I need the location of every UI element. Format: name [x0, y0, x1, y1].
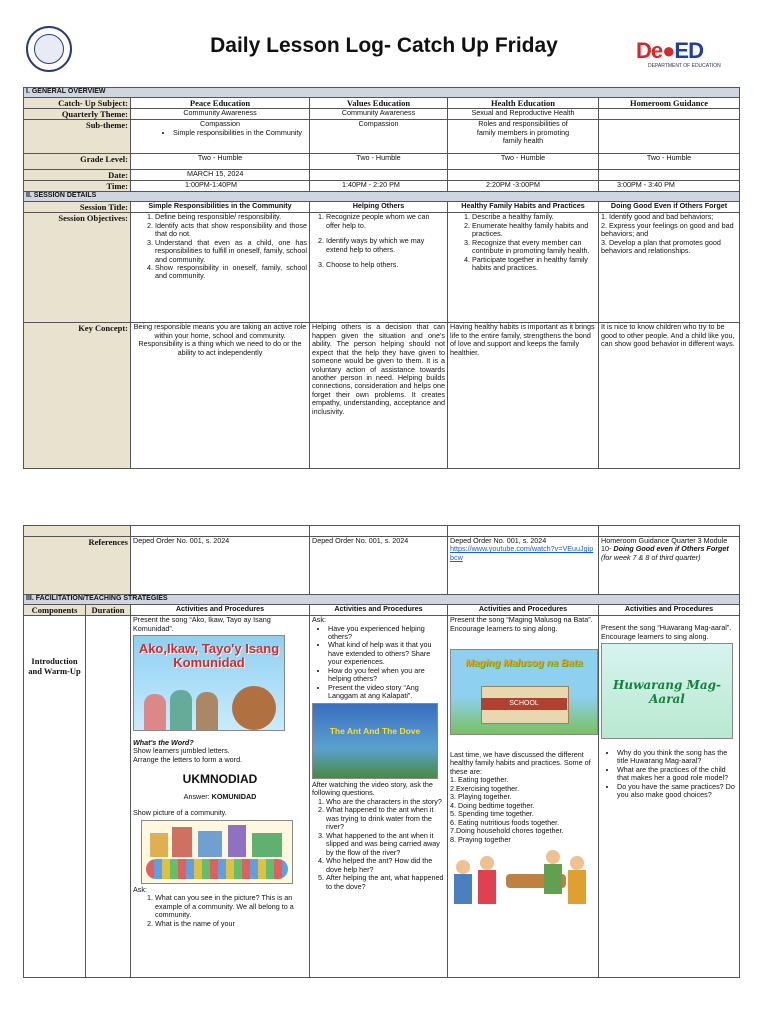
time-peace: 1:00PM-1:40PM: [131, 181, 310, 192]
question-item: 1. Who are the characters in the story?: [326, 798, 445, 806]
objective-item: 1. Define being responsible/ responsibility.: [155, 213, 307, 221]
theme-homeroom: [599, 109, 740, 120]
col-activities-health: Activities and Procedures: [448, 605, 599, 616]
label-objectives: Session Objectives:: [24, 213, 131, 323]
title-homeroom: Doing Good Even if Others Forget: [599, 202, 740, 213]
theme-peace: Community Awareness: [131, 109, 310, 120]
subject-peace: Peace Education: [131, 98, 310, 109]
activities-homeroom: Present the song “Huwarang Mag-aaral”. Encourage learners to sing along. Huwarang Mag-Aaral • Why do you think the song has the title Huwarang Mag-aaral? • What are the practices of the child that makes her a good role model? • Do you have the same practices? Do you also make good choices?: [599, 616, 740, 978]
habit-item: 7.Doing household chores together.: [450, 826, 564, 836]
objective-item: 3. Choose to help others.: [326, 261, 445, 269]
question-item: 5. After helping the ant, what happened to the dove?: [326, 874, 445, 891]
song-image-malusog: Maging Malusog na Bata SCHOOL: [450, 649, 598, 735]
label-subject: Catch- Up Subject:: [24, 98, 131, 109]
habit-item: 1. Eating together.: [450, 775, 509, 785]
theme-health: Sexual and Reproductive Health: [448, 109, 599, 120]
deped-logo-subtext: DEPARTMENT OF EDUCATION: [648, 63, 721, 69]
concept-homeroom: It is nice to know children who try to be good to other people. And a child like you, can show good behavior in different ways.: [599, 323, 740, 469]
subtheme-peace: Compassion • Simple responsibilities in the Community: [131, 120, 310, 154]
label-subtheme: Sub-theme:: [24, 120, 131, 154]
habit-item: 6. Eating nutritious foods together.: [450, 817, 560, 827]
subtheme-homeroom: [599, 120, 740, 154]
lesson-log-table-2: [23, 525, 740, 978]
song-image-huwarang: Huwarang Mag-Aaral: [601, 643, 733, 739]
objective-item: 4. Show responsibility in oneself, family, school and community.: [155, 264, 307, 281]
concept-health: Having healthy habits is important as it brings life to the entire family, strengthens the bond of love and support and keeps the family healthier.: [448, 323, 599, 469]
date-value: MARCH 15, 2024: [131, 170, 310, 181]
grade-homeroom: Two - Humble: [599, 154, 740, 170]
grade-values: Two - Humble: [310, 154, 448, 170]
col-duration: Duration: [86, 605, 131, 616]
habit-item: 4. Doing bedtime together.: [450, 800, 535, 810]
component-intro: Introduction and Warm-Up: [24, 616, 86, 978]
col-activities-homeroom: Activities and Procedures: [599, 605, 740, 616]
grade-peace: Two - Humble: [131, 154, 310, 170]
label-date: Date:: [24, 170, 131, 181]
objective-item: 4. Participate together in healthy family habits and practices.: [472, 256, 596, 273]
question-item: • Why do you think the song has the title Huwarang Mag-aaral?: [617, 749, 737, 766]
objectives-values: [310, 213, 448, 323]
label-time: Time:: [24, 181, 131, 192]
youtube-link[interactable]: https://www.youtube.com/watch?v=VEuuJgipbcw: [450, 544, 594, 562]
habit-item: 3. Playing together.: [450, 792, 512, 802]
activities-peace: Present the song “Ako, Ikaw, Tayo ay Isang Komunidad”. Ako,Ikaw, Tayo'y Isang Komunidad What's the Word? Show learners jumbled letters. Arrange the letters to form a word. UKMNODIAD Answer: KOMUNIDAD Show picture of a community. Ask: 1. What can you see in the picture? This is an example of a community. We all belong to a community. 2. What is the name of your: [131, 616, 310, 978]
ref-homeroom: Homeroom Guidance Quarter 3 Module 10- Doing Good even if Others Forget (for week 7 & 8 of third quarter): [599, 537, 740, 595]
title-health: Healthy Family Habits and Practices: [448, 202, 599, 213]
activities-values: Ask: • Have you experienced helping others? • What kind of help was it that you have extended to others? Share your experiences. • How do you feel when you are helping others? • Present the video story “Ang Langgam at ang Kalapati”. The Ant And The Dove After watching the video story, ask the following questions. 1. Who are the characters in the story? 2. What happened to the ant when it was trying to drink water from the river? 3. What happened to the ant when it slipped and was being carried away by the flow of the river? 4. Who helped the ant? How did the dove help her? 5. After helping the ant, what happened to the dove?: [310, 616, 448, 978]
theme-values: Community Awareness: [310, 109, 448, 120]
lesson-log-table-1: [23, 87, 740, 469]
deped-logo: De●ED: [636, 38, 703, 63]
community-image: [141, 820, 293, 884]
family-image: [450, 846, 596, 908]
section-session-details: II. SESSION DETAILS: [24, 192, 740, 202]
objective-item: 3. Understand that even as a child, one has responsibilities to fulfill in oneself, family, school and community.: [155, 239, 307, 264]
time-health: 2:20PM -3:00PM: [448, 181, 599, 192]
question-item: • Present the video story “Ang Langgam at ang Kalapati”.: [328, 684, 445, 701]
objective-item: 1. Describe a healthy family.: [472, 213, 596, 221]
ref-peace: Deped Order No. 001, s. 2024: [131, 537, 310, 595]
objective-item: 2. Identify acts that show responsibility and those that do not.: [155, 222, 307, 239]
grade-health: Two - Humble: [448, 154, 599, 170]
objectives-peace: [131, 213, 310, 323]
song-image-komunidad: Ako,Ikaw, Tayo'y Isang Komunidad: [133, 635, 285, 731]
col-activities-values: Activities and Procedures: [310, 605, 448, 616]
question-item: 2. What happened to the ant when it was trying to drink water from the river?: [326, 806, 445, 831]
habit-item: 8. Praying together: [450, 834, 511, 844]
section-strategies: III. FACILITATION/TEACHING STRATEGIES: [24, 595, 740, 605]
section-general-overview: I. GENERAL OVERVIEW: [24, 88, 740, 98]
question-item: • How do you feel when you are helping others?: [328, 667, 445, 684]
question-item: 1. What can you see in the picture? This is an example of a community. We all belong to a community.: [155, 894, 307, 919]
concept-values: Helping others is a decision that can happen given the situation and one's ability. The person helping should not expect that the help they have given to someone would be given to them. It is a voluntary action of assistance towards another person in need. Helping builds connections, consideration and helps one forget their own problems. It creates empathy, understanding, acceptance and inclusivity.: [310, 323, 448, 469]
col-activities-peace: Activities and Procedures: [131, 605, 310, 616]
col-components: Components: [24, 605, 86, 616]
habit-item: 5. Spending time together.: [450, 809, 534, 819]
objective-item: 2. Identify ways by which we may extend help to others.: [326, 237, 445, 254]
time-values: 1:40PM - 2:20 PM: [310, 181, 448, 192]
question-item: • What are the practices of the child that makes her a good role model?: [617, 766, 737, 783]
subtheme-health: Roles and responsibilities of family members in promoting family health: [448, 120, 599, 154]
habit-item: 2.Exercising together.: [450, 783, 520, 793]
label-references: References: [24, 537, 131, 595]
ref-health: Deped Order No. 001, s. 2024 https://www.youtube.com/watch?v=VEuuJgipbcw: [448, 537, 599, 595]
objective-item: 3. Recognize that every member can contribute in promoting family health.: [472, 239, 596, 256]
activities-health: Present the song “Maging Malusog na Bata”. Encourage learners to sing along. Maging Malusog na Bata SCHOOL Last time, we have discussed the different healthy family habits and practices. Some of these are: 1. Eating together. 2.Exercising together. 3. Playing together. 4. Doing bedtime together. 5. Spending time together. 6. Eating nutritious foods together. 7.Doing household chores together. 8. Praying together: [448, 616, 599, 978]
title-values: Helping Others: [310, 202, 448, 213]
question-item: 3. What happened to the ant when it slipped and was being carried away by the flow of the river?: [326, 832, 445, 857]
ref-values: Deped Order No. 001, s. 2024: [310, 537, 448, 595]
label-grade: Grade Level:: [24, 154, 131, 170]
title-peace: Simple Responsibilities in the Community: [131, 202, 310, 213]
subject-values: Values Education: [310, 98, 448, 109]
page-title: Daily Lesson Log- Catch Up Friday: [210, 34, 558, 57]
jumbled-word: UKMNODIAD: [182, 772, 258, 787]
objective-item: 2. Enumerate healthy family habits and practices.: [472, 222, 596, 239]
subject-homeroom: Homeroom Guidance: [599, 98, 740, 109]
objective-item: 1. Recognize people whom we can offer help to.: [326, 213, 445, 230]
question-item: • Do you have the same practices? Do you also make good choices?: [617, 783, 737, 800]
label-theme: Quarterly Theme:: [24, 109, 131, 120]
objectives-health: [448, 213, 599, 323]
label-session-title: Session Title:: [24, 202, 131, 213]
question-item: 2. What is the name of your: [155, 920, 307, 928]
subject-health: Health Education: [448, 98, 599, 109]
concept-peace: Being responsible means you are taking an active role within your home, school and community. Responsibility is a thing which we need to do or the ability to act independently: [131, 323, 310, 469]
question-item: • Have you experienced helping others?: [328, 625, 445, 642]
question-item: • What kind of help was it that you have extended to others? Share your experiences.: [328, 641, 445, 666]
label-key-concept: Key Concept:: [24, 323, 131, 469]
question-item: 4. Who helped the ant? How did the dove help her?: [326, 857, 445, 874]
objectives-homeroom: 1. Identify good and bad behaviors; 2. Express your feelings on good and bad behaviors; and 3. Develop a plan that promotes good behaviors and relationships.: [599, 213, 740, 323]
subtheme-values: Compassion: [310, 120, 448, 154]
video-image-ant-dove: The Ant And The Dove: [312, 703, 438, 779]
time-homeroom: 3:00PM - 3:40 PM: [599, 181, 740, 192]
